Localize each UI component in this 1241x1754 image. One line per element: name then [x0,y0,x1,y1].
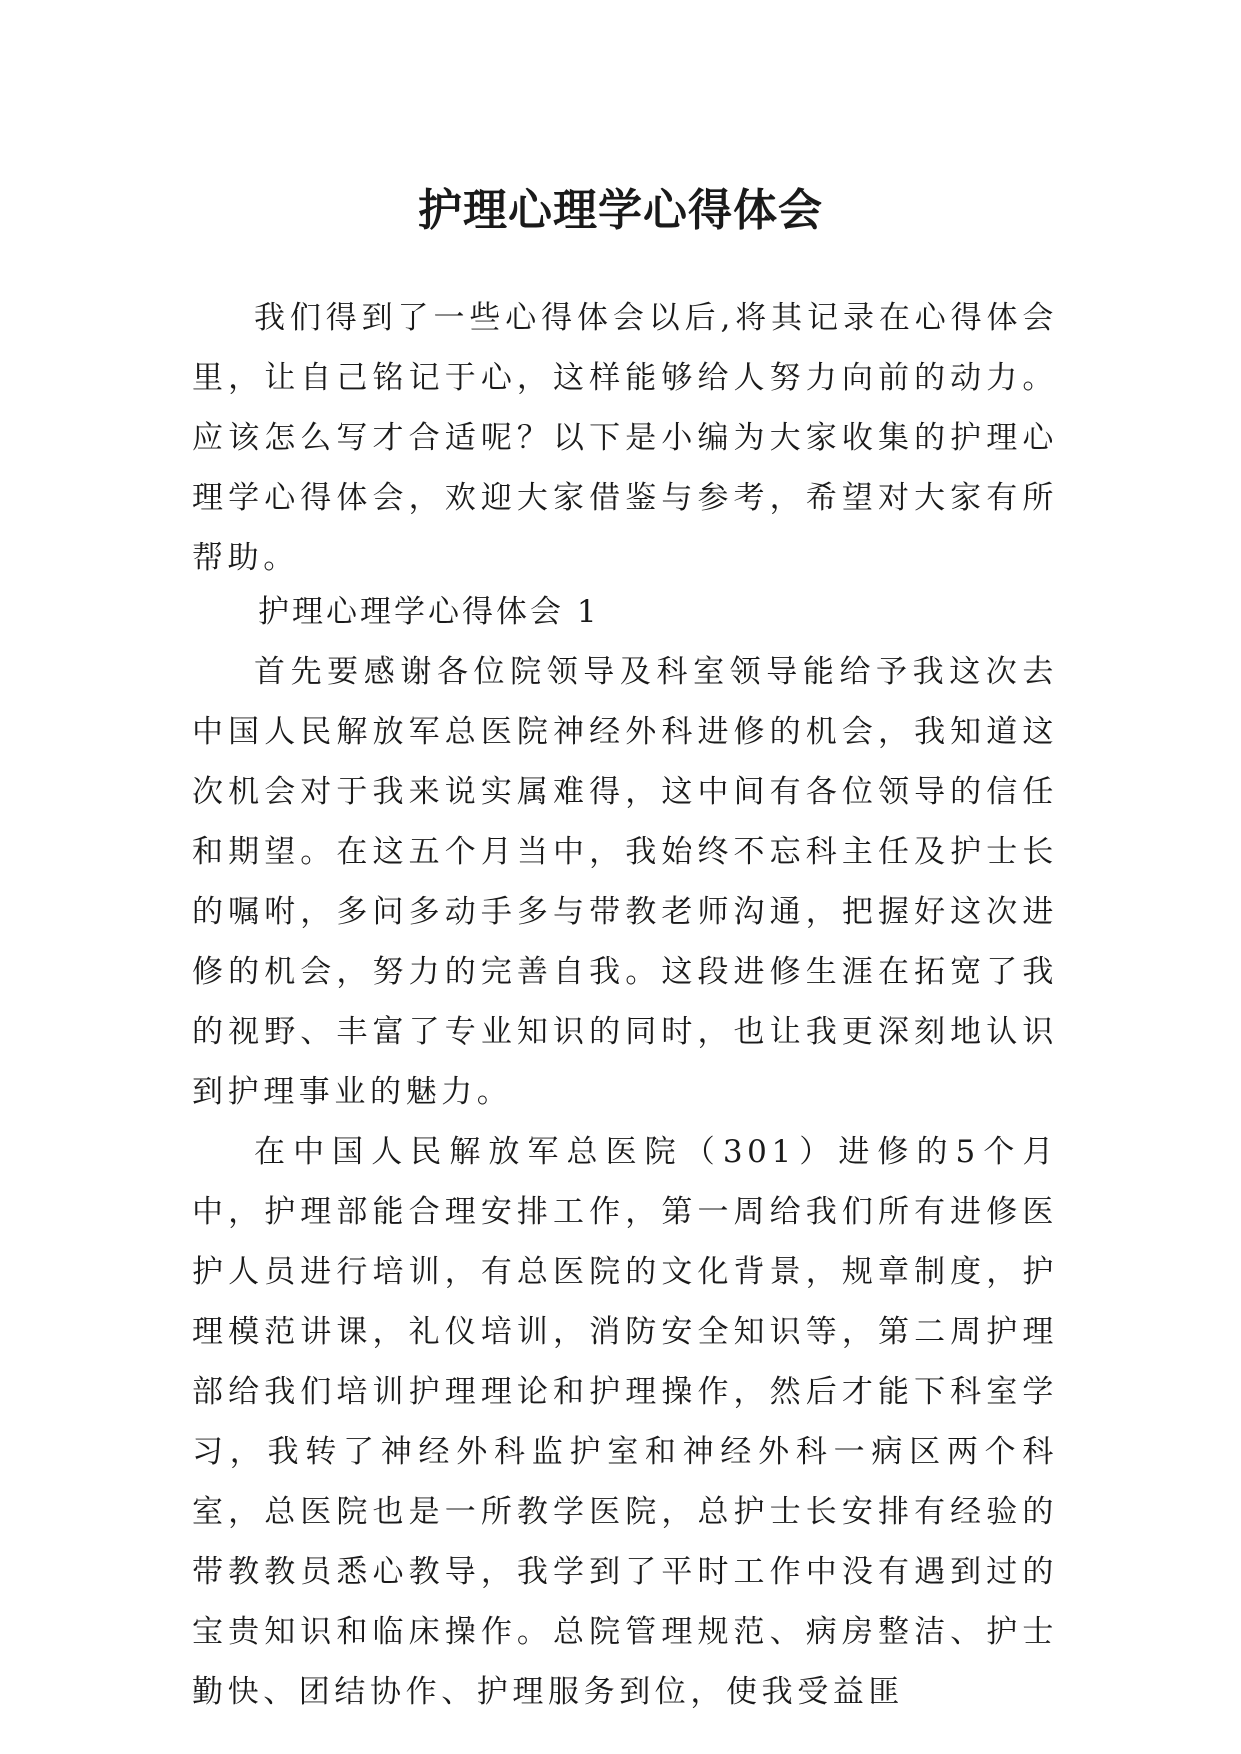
body-paragraph-1: 首先要感谢各位院领导及科室领导能给予我这次去中国人民解放军总医院神经外科进修的机会，我知道这次机会对于我来说实属难得，这中间有各位领导的信任和期望。在这五个月当中，我始终不忘科主任及护士长的嘱咐，多问多动手多与带教老师沟通，把握好这次进修的机会，努力的完善自我。这段进修生涯在拓宽了我的视野、丰富了专业知识的同时，也让我更深刻地认识到护理事业的魅力。 [192,654,1058,1110]
intro-paragraph: 我们得到了一些心得体会以后,将其记录在心得体会里，让自己铭记于心，这样能够给人努力向前的动力。应该怎么写才合适呢？以下是小编为大家收集的护理心理学心得体会，欢迎大家借鉴与参考，希望对大家有所帮助。 [192,300,1058,576]
section-heading: 护理心理学心得体会 1 [258,594,600,630]
content-block [192,642,1058,1722]
body-paragraph-2: 在中国人民解放军总医院（301）进修的5个月中，护理部能合理安排工作，第一周给我们所有进修医护人员进行培训，有总医院的文化背景，规章制度，护理模范讲课，礼仪培训，消防安全知识等，第二周护理部给我们培训护理理论和护理操作，然后才能下科室学习，我转了神经外科监护室和神经外科一病区两个科室，总医院也是一所教学医院，总护士长安排有经验的带教教员悉心教导，我学到了平时工作中没有遇到过的宝贵知识和临床操作。总院管理规范、病房整洁、护士勤快、团结协作、护理服务到位，使我受益匪 [192,1134,1058,1710]
document-title: 护理心理学心得体会 [418,185,823,237]
intro-block [192,288,1058,588]
